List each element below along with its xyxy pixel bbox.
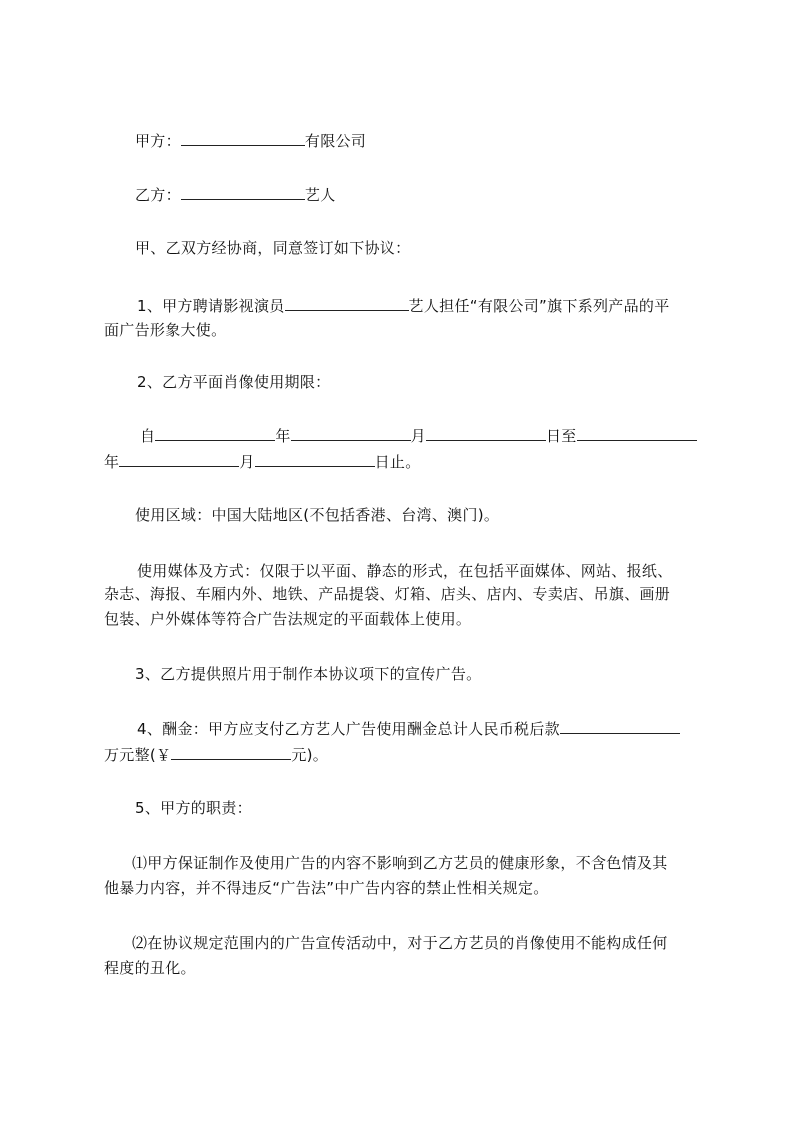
party-a-suffix: 有限公司	[304, 132, 367, 150]
clause3: 3、乙方提供照片用于制作本协议项下的宣传广告。	[135, 665, 482, 683]
clause1-blank	[285, 296, 409, 311]
clause1-line2: 面广告形象大使。	[104, 321, 227, 339]
party-a-blank	[181, 131, 305, 146]
clause5-item1-line1: ⑴甲方保证制作及使用广告的内容不影响到乙方艺员的健康形象，不含色情及其	[132, 854, 668, 872]
start-month-blank	[291, 426, 411, 441]
end-day-blank	[255, 452, 375, 467]
amount-number-blank	[171, 745, 291, 760]
clause5-title: 5、甲方的职责：	[135, 799, 252, 817]
usage-region: 使用区域：中国大陆地区(不包括香港、台湾、澳门)。	[135, 506, 500, 524]
end-year-label: 年	[104, 453, 120, 471]
party-a-label: 甲方：	[135, 132, 181, 150]
period-line1	[140, 426, 697, 446]
end-day-label: 日止。	[374, 453, 421, 471]
period-from-label: 自	[140, 427, 156, 445]
clause5-item2-line1: ⑵在协议规定范围内的广告宣传活动中，对于乙方艺员的肖像使用不能构成任何	[132, 934, 668, 952]
clause2-title: 2、乙方平面肖像使用期限：	[137, 373, 331, 391]
clause4-line2	[104, 745, 328, 765]
usage-media-line1: 使用媒体及方式：仅限于以平面、静态的形式，在包括平面媒体、网站、报纸、	[137, 562, 673, 580]
clause5-item2-line2: 程度的丑化。	[104, 959, 196, 977]
start-month-label: 月	[410, 427, 426, 445]
clause1-prefix: 1、甲方聘请影视演员	[137, 297, 285, 315]
amount-words-blank	[560, 719, 680, 734]
party-a-line	[135, 131, 366, 151]
intro-line: 甲、乙双方经协商，同意签订如下协议：	[135, 239, 411, 257]
end-year-blank	[577, 426, 697, 441]
clause1-suffix: 艺人担任“有限公司”旗下系列产品的平	[408, 297, 670, 315]
party-b-label: 乙方：	[135, 186, 181, 204]
start-year-label: 年	[275, 427, 291, 445]
clause5-item1-line2: 他暴力内容，并不得违反“广告法”中广告内容的禁止性相关规定。	[104, 879, 549, 897]
end-month-label: 月	[239, 453, 255, 471]
amount-prefix: 万元整(￥	[104, 746, 172, 764]
clause4-line1	[137, 719, 680, 739]
party-b-suffix: 艺人	[304, 186, 336, 204]
clause1-line1	[137, 296, 670, 316]
party-b-line	[135, 185, 336, 205]
clause4-text: 4、酬金：甲方应支付乙方艺人广告使用酬金总计人民币税后款	[137, 720, 560, 738]
amount-suffix: 元)。	[291, 746, 329, 764]
usage-media-line3: 包装、户外媒体等符合广告法规定的平面载体上使用。	[104, 610, 472, 628]
start-day-blank	[426, 426, 546, 441]
period-line2	[104, 452, 421, 472]
usage-media-line2: 杂志、海报、车厢内外、地铁、产品提袋、灯箱、店头、店内、专卖店、吊旗、画册	[104, 585, 671, 603]
end-month-blank	[119, 452, 239, 467]
start-year-blank	[155, 426, 275, 441]
start-day-label: 日至	[545, 427, 577, 445]
party-b-blank	[181, 185, 305, 200]
